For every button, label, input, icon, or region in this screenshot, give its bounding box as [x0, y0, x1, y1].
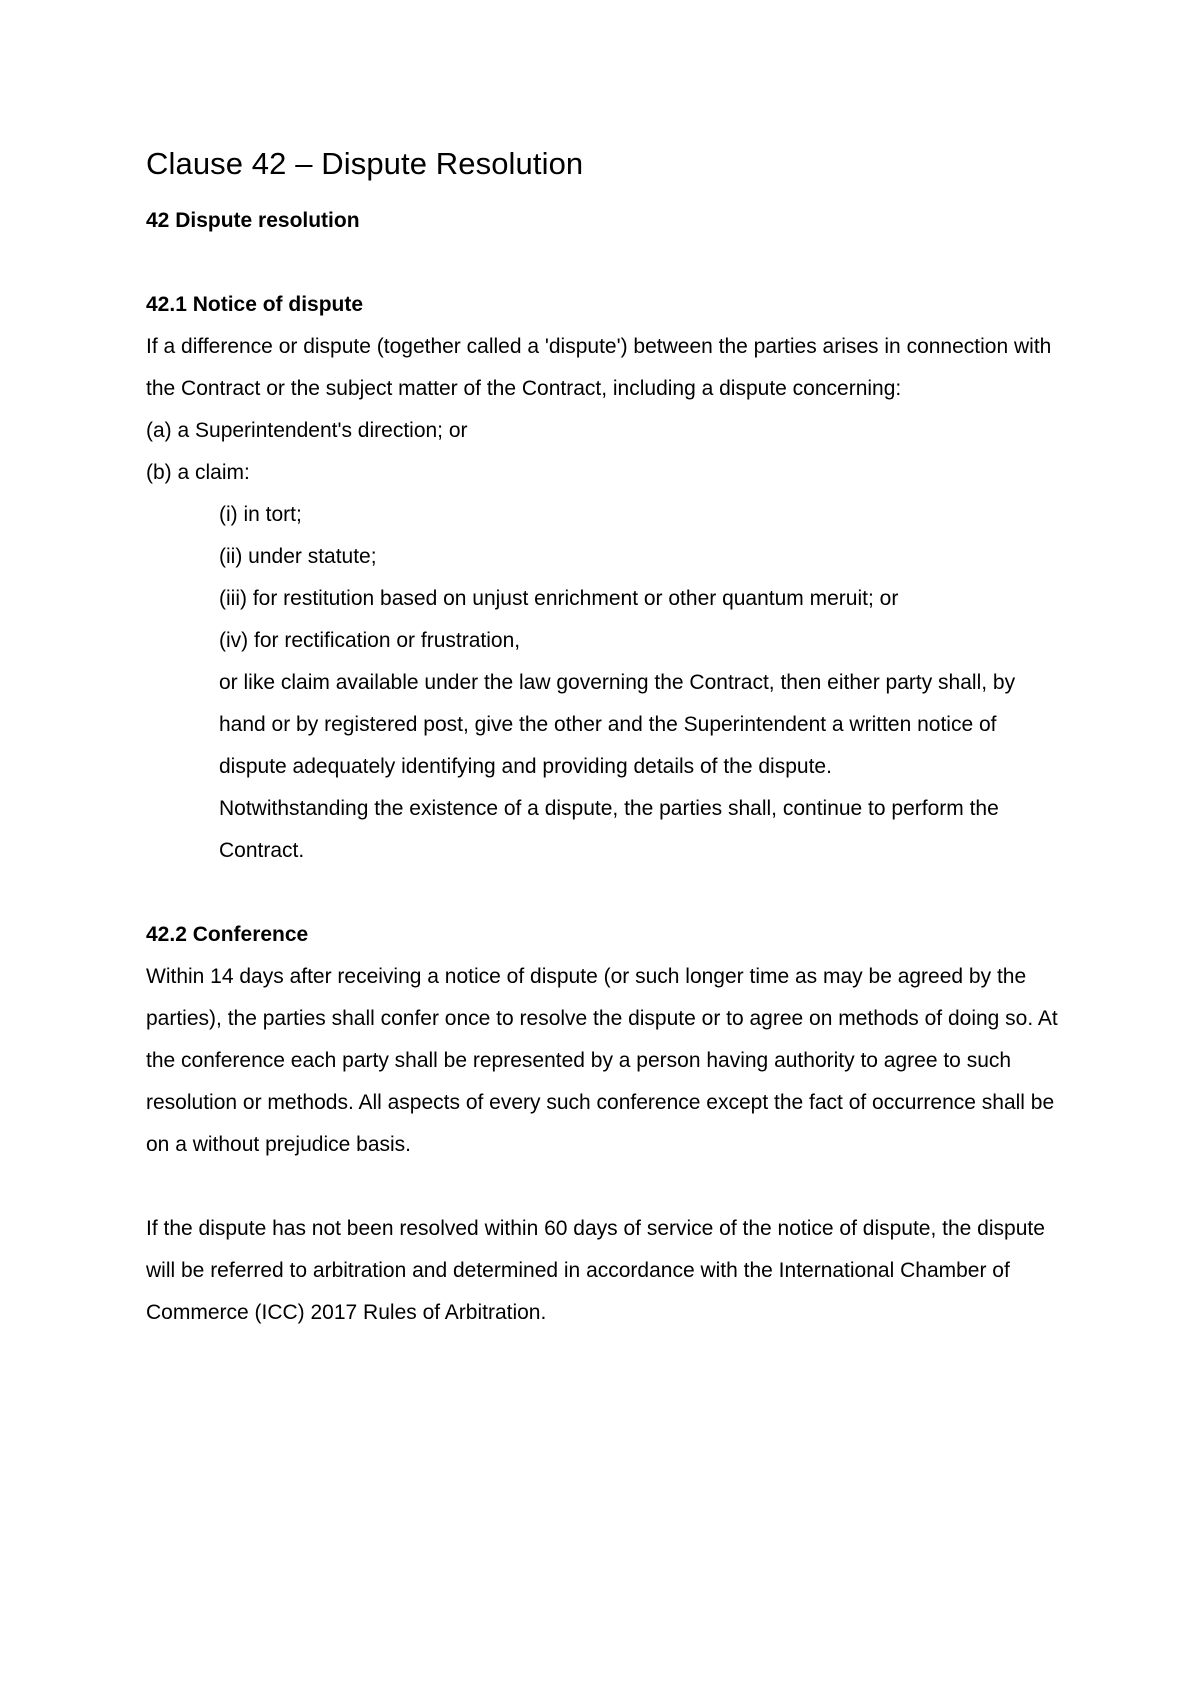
sub-list-item-i: (i) in tort;	[219, 503, 302, 526]
section-heading-conference: 42.2 Conference	[146, 923, 309, 946]
paragraph-spacer	[146, 1166, 1066, 1208]
document-content	[146, 142, 1066, 1334]
list-item-a: (a) a Superintendent's direction; or	[146, 419, 468, 442]
list-item-b: (b) a claim:	[146, 461, 250, 484]
notice-closing-paragraph: Notwithstanding the existence of a dispute, the parties shall, continue to perform the Contract.	[219, 797, 999, 862]
section-heading-notice-of-dispute: 42.1 Notice of dispute	[146, 293, 364, 316]
conference-paragraph: Within 14 days after receiving a notice of dispute (or such longer time as may be agreed by the parties), the parties shall confer once to resolve the dispute or to agree on methods of doing so. At the conference each party shall be represented by a person having authority to agree to such resolution or methods. All aspects of every such conference except the fact of occurrence shall be on a without prejudice basis.	[146, 965, 1058, 1156]
sub-list-item-ii: (ii) under statute;	[219, 545, 377, 568]
arbitration-paragraph: If the dispute has not been resolved within 60 days of service of the notice of dispute, the dispute will be referred to arbitration and determined in accordance with the International Chamber of Commerce (ICC) 2017 Rules of Arbitration.	[146, 1217, 1045, 1324]
notice-continuation-paragraph: or like claim available under the law governing the Contract, then either party shall, by hand or by registered post, give the other and the Superintendent a written notice of dispute adequately identifying and providing details of the dispute.	[219, 671, 1016, 778]
document-title: Clause 42 – Dispute Resolution	[146, 146, 584, 181]
sub-list-item-iii: (iii) for restitution based on unjust enrichment or other quantum meruit; or	[219, 587, 899, 610]
sub-list-item-iv: (iv) for rectification or frustration,	[219, 629, 521, 652]
clause-subtitle: 42 Dispute resolution	[146, 209, 360, 232]
notice-intro-paragraph: If a difference or dispute (together called a 'dispute') between the parties arises in connection with the Contract or the subject matter of the Contract, including a dispute concerning:	[146, 335, 1052, 400]
